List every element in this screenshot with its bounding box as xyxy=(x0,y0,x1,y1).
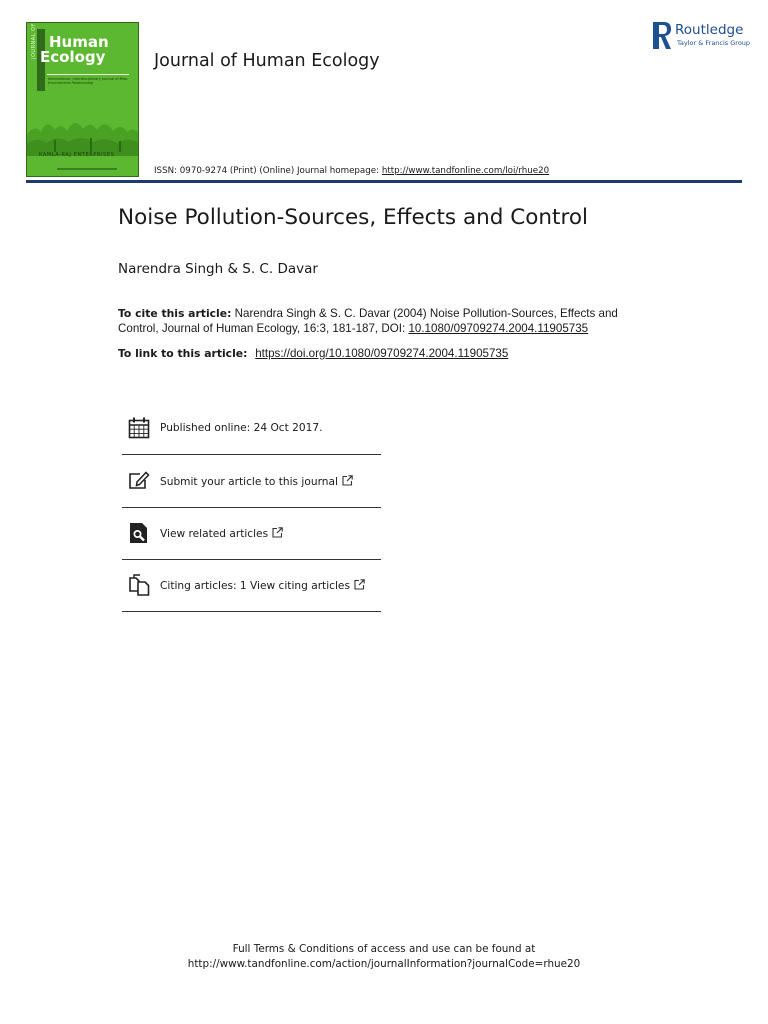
journal-homepage-link[interactable]: http://www.tandfonline.com/loi/rhue20 xyxy=(381,166,550,176)
submit-article-item[interactable] xyxy=(122,456,381,508)
routledge-logo[interactable] xyxy=(653,22,751,50)
routledge-name: Routledge xyxy=(675,22,744,38)
cover-subtitle: International, Interdisciplinary Journal of Man-Environment Relationship xyxy=(48,77,129,86)
citing-articles-icon xyxy=(128,574,150,596)
article-link-label: To link to this article: xyxy=(118,347,252,360)
terms-footer xyxy=(0,942,768,971)
routledge-subname: Taylor & Francis Group xyxy=(677,39,751,47)
citation-doi-link[interactable]: 10.1080/09709274.2004.11905735 xyxy=(408,321,589,335)
external-link-icon xyxy=(342,475,353,486)
edit-icon xyxy=(128,470,150,492)
cover-title-rule xyxy=(47,74,129,75)
submit-article-label: Submit your article to this journal xyxy=(160,476,338,488)
cover-title-line1: Human xyxy=(49,33,109,51)
calendar-icon xyxy=(128,417,150,439)
citing-articles-label: Citing articles: 1 View citing articles xyxy=(160,580,350,592)
routledge-r-icon xyxy=(653,22,671,49)
article-title: Noise Pollution-Sources, Effects and Control xyxy=(118,205,588,230)
citation-block xyxy=(118,307,648,336)
terms-footer-line1: Full Terms & Conditions of access and use can be found at xyxy=(232,943,536,955)
citing-articles-text xyxy=(160,579,365,592)
cover-title-line2: Ecology xyxy=(40,48,106,66)
published-online-text: Published online: 24 Oct 2017. xyxy=(160,422,323,434)
issn-text: ISSN: 0970-9274 (Print) (Online) Journal homepage: xyxy=(154,166,382,176)
published-online-item xyxy=(122,403,381,455)
article-doi-link[interactable]: https://doi.org/10.1080/09709274.2004.11905735 xyxy=(255,347,509,360)
cover-spine-text: JOURNAL OF xyxy=(31,23,37,59)
related-articles-item[interactable] xyxy=(122,508,381,560)
citation-label: To cite this article: xyxy=(118,307,232,320)
external-link-icon xyxy=(272,527,283,538)
citation-text: Narendra Singh & S. C. Davar (2004) Noise Pollution-Sources, Effects and Control, Journal of Human Ecology, 16:3, 181-187, DOI: xyxy=(118,307,618,335)
related-articles-label: View related articles xyxy=(160,528,269,540)
citing-articles-item[interactable] xyxy=(122,560,381,612)
header-rule xyxy=(26,180,742,183)
cover-footer-bar xyxy=(57,168,117,170)
external-link-icon xyxy=(354,579,365,590)
article-link-block xyxy=(118,347,508,360)
issn-line xyxy=(154,166,549,176)
journal-title: Journal of Human Ecology xyxy=(154,51,380,71)
related-articles-text xyxy=(160,527,283,540)
article-authors: Narendra Singh & S. C. Davar xyxy=(118,261,318,277)
cover-publisher: KAMLA-RAJ ENTERPRISES xyxy=(39,152,115,158)
search-document-icon xyxy=(128,522,150,544)
terms-footer-link[interactable]: http://www.tandfonline.com/action/journalInformation?journalCode=rhue20 xyxy=(187,957,581,970)
journal-cover xyxy=(26,22,139,177)
submit-article-text xyxy=(160,475,353,488)
cover-trees-illustration xyxy=(27,96,139,156)
